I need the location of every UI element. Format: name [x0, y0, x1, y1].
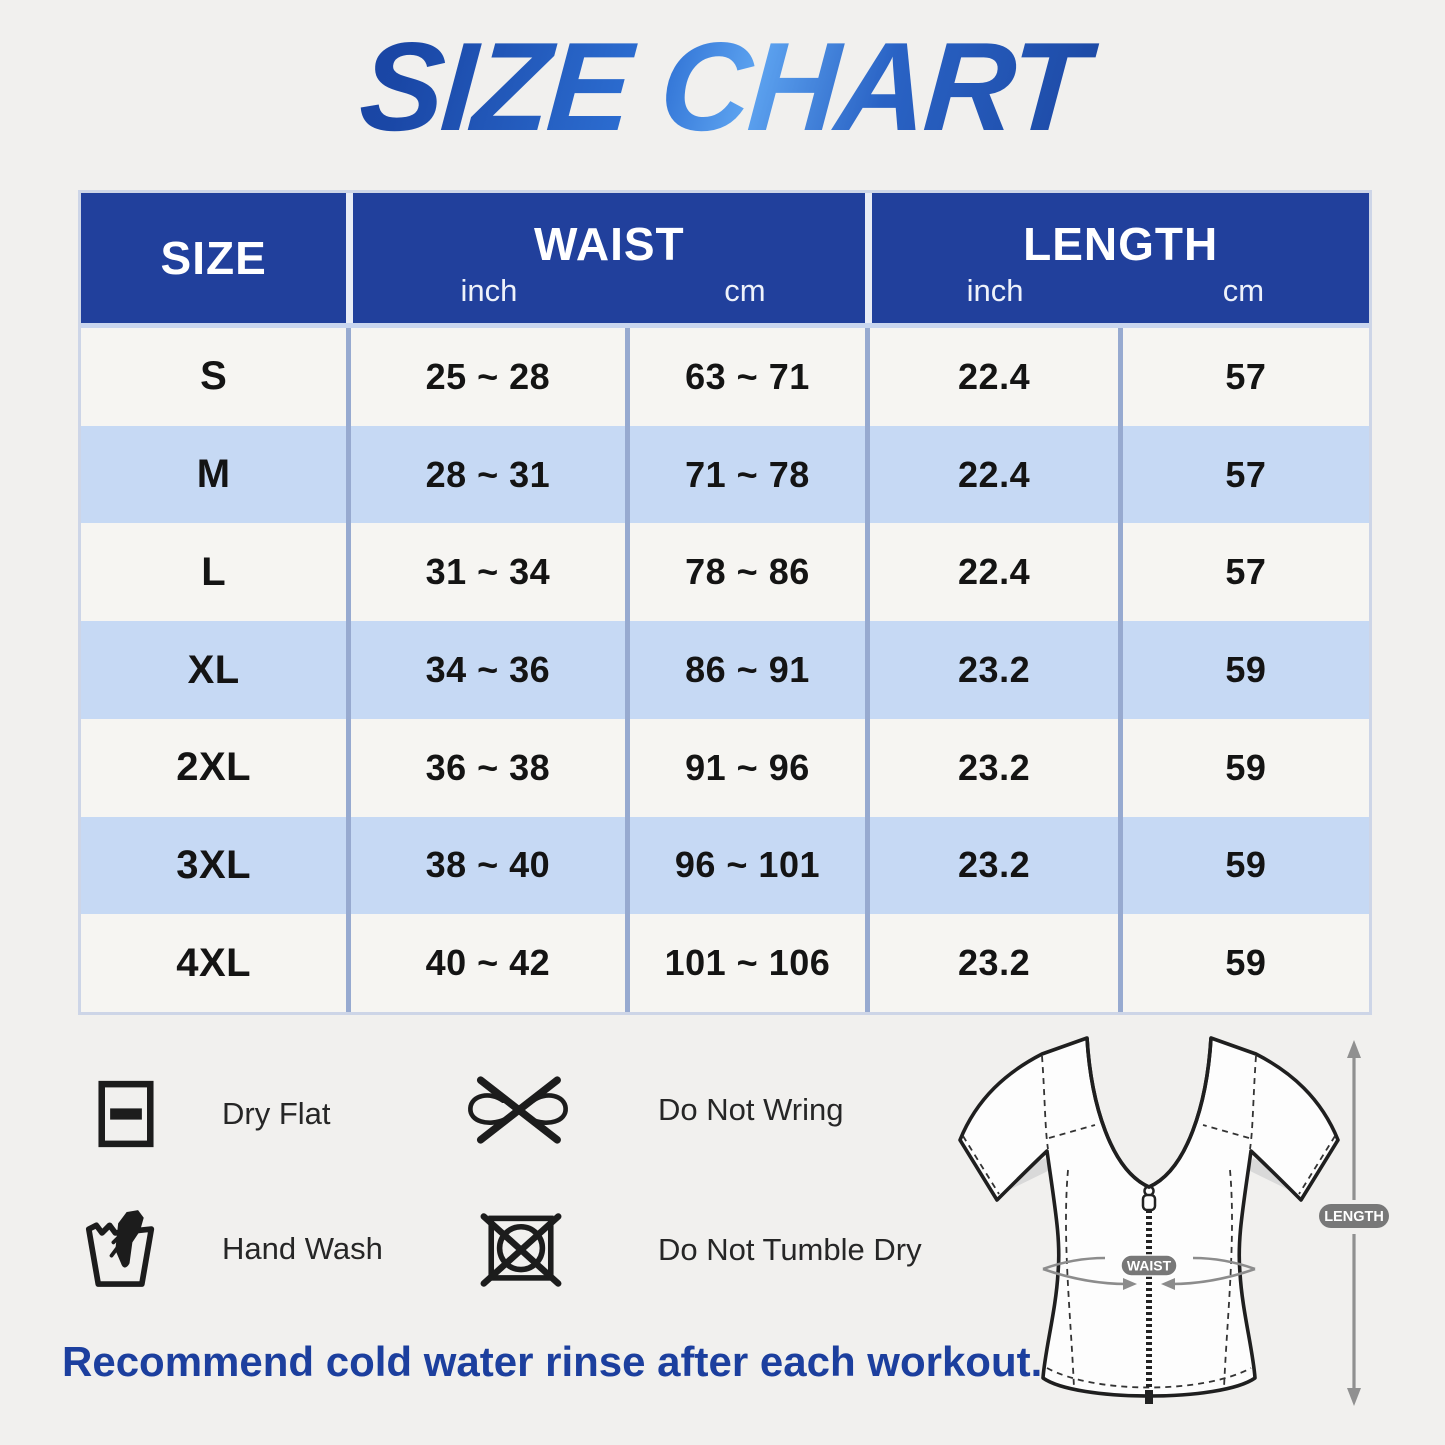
length-pill-label: LENGTH	[1324, 1209, 1384, 1225]
table-row	[81, 817, 1369, 915]
length-arrowhead-top	[1347, 1040, 1361, 1058]
table-row	[81, 328, 1369, 426]
value-cell: 36 ~ 38	[346, 719, 624, 817]
footer-note: Recommend cold water rinse after each workout.	[62, 1338, 1043, 1385]
size-cell: 3XL	[176, 842, 252, 887]
header-length-unit-inch: inch	[865, 267, 1117, 323]
waist-pill-label: WAIST	[1126, 1257, 1172, 1274]
care-label: Hand Wash	[222, 1231, 383, 1266]
care-label: Do Not Tumble Dry	[658, 1232, 922, 1267]
hand-wash-icon	[85, 1208, 157, 1290]
table-row	[81, 621, 1369, 719]
table-header	[81, 193, 1369, 328]
header-length: LENGTH	[865, 193, 1369, 267]
size-cell: M	[196, 452, 231, 497]
table-row	[81, 426, 1369, 524]
header-waist: WAIST	[346, 193, 865, 267]
care-item-do-not-tumble-dry	[478, 1210, 922, 1290]
size-cell: L	[201, 549, 227, 594]
header-waist-unit-cm: cm	[724, 273, 766, 308]
size-table	[78, 190, 1372, 1015]
value-cell: 22.4	[865, 523, 1117, 621]
size-cell: 4XL	[176, 940, 252, 985]
value-cell: 91 ~ 96	[625, 719, 866, 817]
length-arrowhead-bottom	[1347, 1388, 1361, 1406]
value-cell: 57	[1118, 426, 1369, 524]
value-cell: 22.4	[865, 426, 1117, 524]
size-cell: S	[200, 354, 228, 399]
value-cell: 38 ~ 40	[346, 817, 624, 915]
value-cell: 23.2	[865, 914, 1117, 1012]
table-row	[81, 719, 1369, 817]
value-cell: 86 ~ 91	[625, 621, 866, 719]
value-cell: 101 ~ 106	[625, 914, 866, 1012]
value-cell: 57	[1118, 523, 1369, 621]
value-cell: 34 ~ 36	[346, 621, 624, 719]
size-cell: XL	[187, 647, 240, 692]
page-title: SIZE CHART	[0, 14, 1445, 159]
do-not-wring-icon	[462, 1072, 574, 1148]
value-cell: 59	[1118, 817, 1369, 915]
value-cell: 25 ~ 28	[346, 328, 624, 426]
care-label: Do Not Wring	[658, 1092, 844, 1127]
value-cell: 31 ~ 34	[346, 523, 624, 621]
table-row	[81, 523, 1369, 621]
header-size: SIZE	[160, 232, 267, 284]
do-not-tumble-dry-icon	[478, 1210, 564, 1290]
value-cell: 22.4	[865, 328, 1117, 426]
value-cell: 96 ~ 101	[625, 817, 866, 915]
value-cell: 78 ~ 86	[625, 523, 866, 621]
care-item-hand-wash	[85, 1208, 383, 1290]
value-cell: 59	[1118, 719, 1369, 817]
care-label: Dry Flat	[222, 1096, 331, 1131]
value-cell: 28 ~ 31	[346, 426, 624, 524]
value-cell: 40 ~ 42	[346, 914, 624, 1012]
value-cell: 63 ~ 71	[625, 328, 866, 426]
size-cell: 2XL	[176, 745, 252, 790]
care-item-do-not-wring	[462, 1072, 844, 1148]
value-cell: 71 ~ 78	[625, 426, 866, 524]
header-waist-unit-inch: inch	[346, 267, 624, 323]
table-row	[81, 914, 1369, 1012]
header-length-unit-cm: cm	[1222, 273, 1265, 308]
value-cell: 23.2	[865, 719, 1117, 817]
care-item-dry-flat	[98, 1080, 331, 1148]
value-cell: 57	[1118, 328, 1369, 426]
dry-flat-icon	[98, 1080, 154, 1148]
value-cell: 23.2	[865, 621, 1117, 719]
value-cell: 59	[1118, 914, 1369, 1012]
value-cell: 59	[1118, 621, 1369, 719]
table-body	[81, 328, 1369, 1012]
value-cell: 23.2	[865, 817, 1117, 915]
